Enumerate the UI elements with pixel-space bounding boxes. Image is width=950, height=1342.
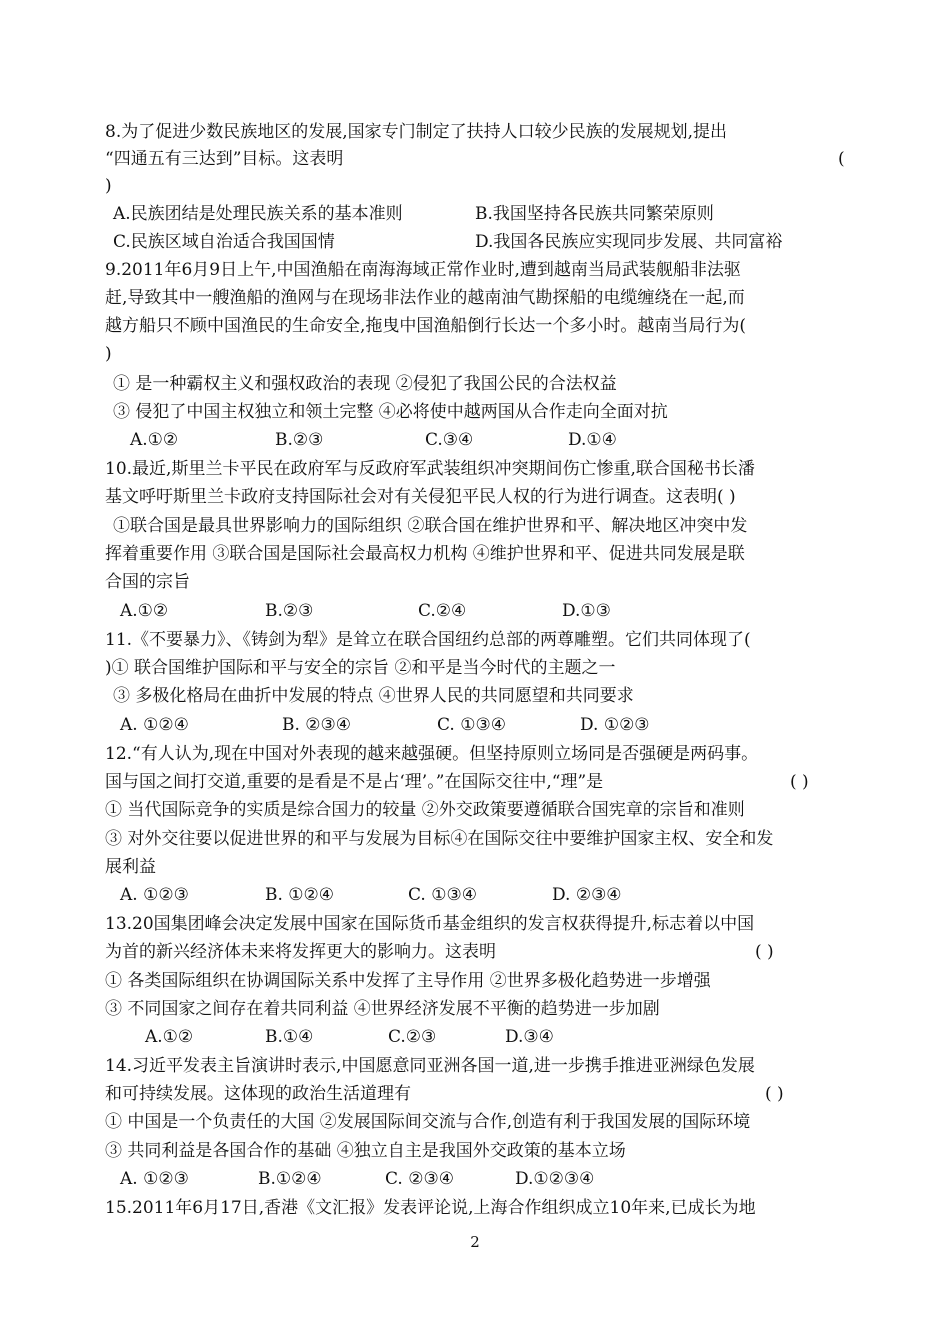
q11-line-3: ③ 多极化格局在曲折中发展的特点 ④世界人民的共同愿望和共同要求 — [113, 686, 634, 706]
q12-line-3: ① 当代国际竞争的实质是综合国力的较量 ②外交政策要遵循联合国宪章的宗旨和准则 — [105, 800, 745, 820]
q12-line-1: 12.“有人认为,现在中国对外表现的越来越强硬。但坚持原则立场同是否强硬是两码事。 — [105, 744, 759, 764]
q13-line-2: 为首的新兴经济体未来将发挥更大的影响力。这表明 — [105, 942, 496, 962]
q14-line-4: ③ 共同利益是各国合作的基础 ④独立自主是我国外交政策的基本立场 — [105, 1141, 626, 1161]
q13-line-3: ① 各类国际组织在协调国际关系中发挥了主导作用 ②世界多极化趋势进一步增强 — [105, 971, 711, 991]
q9-option-a: A.①② — [130, 430, 179, 450]
q9-option-c: C.③④ — [425, 430, 474, 450]
page-number: 2 — [470, 1233, 480, 1251]
q10-option-b: B.②③ — [265, 601, 314, 621]
q8-line-2: “四通五有三达到”目标。这表明 — [105, 149, 344, 169]
q14-option-b: B.①②④ — [258, 1169, 322, 1189]
q12-option-b: B. ①②④ — [265, 885, 335, 905]
q10-line-5: 合国的宗旨 — [105, 572, 190, 592]
q8-option-d: D.我国各民族应实现同步发展、共同富裕 — [475, 232, 783, 252]
q12-line-5: 展利益 — [105, 857, 156, 877]
q14-option-a: A. ①②③ — [120, 1169, 189, 1189]
q13-line-4: ③ 不同国家之间存在着共同利益 ④世界经济发展不平衡的趋势进一步加剧 — [105, 999, 660, 1019]
q13-option-b: B.①④ — [265, 1027, 314, 1047]
q13-line-1: 13.20国集团峰会决定发展中国家在国际货币基金组织的发言权获得提升,标志着以中国 — [105, 914, 755, 934]
q13-option-d: D.③④ — [505, 1027, 554, 1047]
q8-option-b: B.我国坚持各民族共同繁荣原则 — [475, 204, 714, 224]
q10-option-d: D.①③ — [562, 601, 611, 621]
q8-line-1: 8.为了促进少数民族地区的发展,国家专门制定了扶持人口较少民族的发展规划,提出 — [105, 122, 728, 142]
q15-line-1: 15.2011年6月17日,香港《文汇报》发表评论说,上海合作组织成立10年来,已成长为地 — [105, 1198, 756, 1218]
q11-line-2: )① 联合国维护国际和平与安全的宗旨 ②和平是当今时代的主题之一 — [105, 658, 616, 678]
q12-line-4: ③ 对外交往要以促进世界的和平与发展为目标④在国际交往中要维护国家主权、安全和发 — [105, 829, 774, 849]
q8-open-paren: ( — [838, 149, 845, 169]
q10-line-2: 基文呼吁斯里兰卡政府支持国际社会对有关侵犯平民人权的行为进行调查。这表明( ) — [105, 487, 736, 507]
q10-option-c: C.②④ — [418, 601, 467, 621]
q10-line-3: ①联合国是最具世界影响力的国际组织 ②联合国在维护世界和平、解决地区冲突中发 — [113, 516, 748, 536]
q10-line-1: 10.最近,斯里兰卡平民在政府军与反政府军武装组织冲突期间伤亡惨重,联合国秘书长潘 — [105, 459, 755, 479]
q10-line-4: 挥着重要作用 ③联合国是国际社会最高权力机构 ④维护世界和平、促进共同发展是联 — [105, 544, 745, 564]
q9-statement-1: ① 是一种霸权主义和强权政治的表现 ②侵犯了我国公民的合法权益 — [113, 374, 617, 394]
q9-line-2: 赶,导致其中一艘渔船的渔网与在现场非法作业的越南油气勘探船的电缆缠绕在一起,而 — [105, 288, 745, 308]
q12-option-a: A. ①②③ — [120, 885, 189, 905]
q14-option-d: D.①②③④ — [515, 1169, 595, 1189]
q14-line-2: 和可持续发展。这体现的政治生活道理有 — [105, 1084, 411, 1104]
q14-line-1: 14.习近平发表主旨演讲时表示,中国愿意同亚洲各国一道,进一步携手推进亚洲绿色发展 — [105, 1056, 755, 1076]
q12-line-2: 国与国之间打交道,重要的是看是不是占‘理’。”在国际交往中,“理”是 — [105, 772, 604, 792]
q9-option-b: B.②③ — [275, 430, 324, 450]
q14-line-3: ① 中国是一个负责任的大国 ②发展国际间交流与合作,创造有利于我国发展的国际环境 — [105, 1112, 751, 1132]
q11-option-c: C. ①③④ — [437, 715, 506, 735]
q14-answer-paren: ( ) — [765, 1084, 784, 1104]
q12-answer-paren: ( ) — [790, 772, 809, 792]
q11-line-1: 11.《不要暴力》、《铸剑为犁》是耸立在联合国纽约总部的两尊雕塑。它们共同体现了( — [105, 630, 751, 650]
q9-line-3: 越方船只不顾中国渔民的生命安全,拖曳中国渔船倒行长达一个多小时。越南当局行为( — [105, 316, 747, 336]
q9-line-1: 9.2011年6月9日上午,中国渔船在南海海域正常作业时,遭到越南当局武装舰船非法驱 — [105, 260, 741, 280]
q12-option-d: D. ②③④ — [552, 885, 622, 905]
q9-option-d: D.①④ — [568, 430, 617, 450]
q11-option-d: D. ①②③ — [580, 715, 650, 735]
q14-option-c: C. ②③④ — [385, 1169, 454, 1189]
q9-statement-2: ③ 侵犯了中国主权独立和领土完整 ④必将使中越两国从合作走向全面对抗 — [113, 402, 668, 422]
q9-line-4: ) — [105, 344, 112, 364]
q8-option-a: A.民族团结是处理民族关系的基本准则 — [113, 204, 403, 224]
q13-option-c: C.②③ — [388, 1027, 437, 1047]
q13-answer-paren: ( ) — [755, 942, 774, 962]
q11-option-a: A. ①②④ — [120, 715, 189, 735]
q11-option-b: B. ②③④ — [282, 715, 352, 735]
q8-option-c: C.民族区域自治适合我国国情 — [113, 232, 335, 252]
q10-option-a: A.①② — [120, 601, 169, 621]
q8-line-3: ) — [105, 176, 112, 196]
q12-option-c: C. ①③④ — [408, 885, 477, 905]
q13-option-a: A.①② — [145, 1027, 194, 1047]
